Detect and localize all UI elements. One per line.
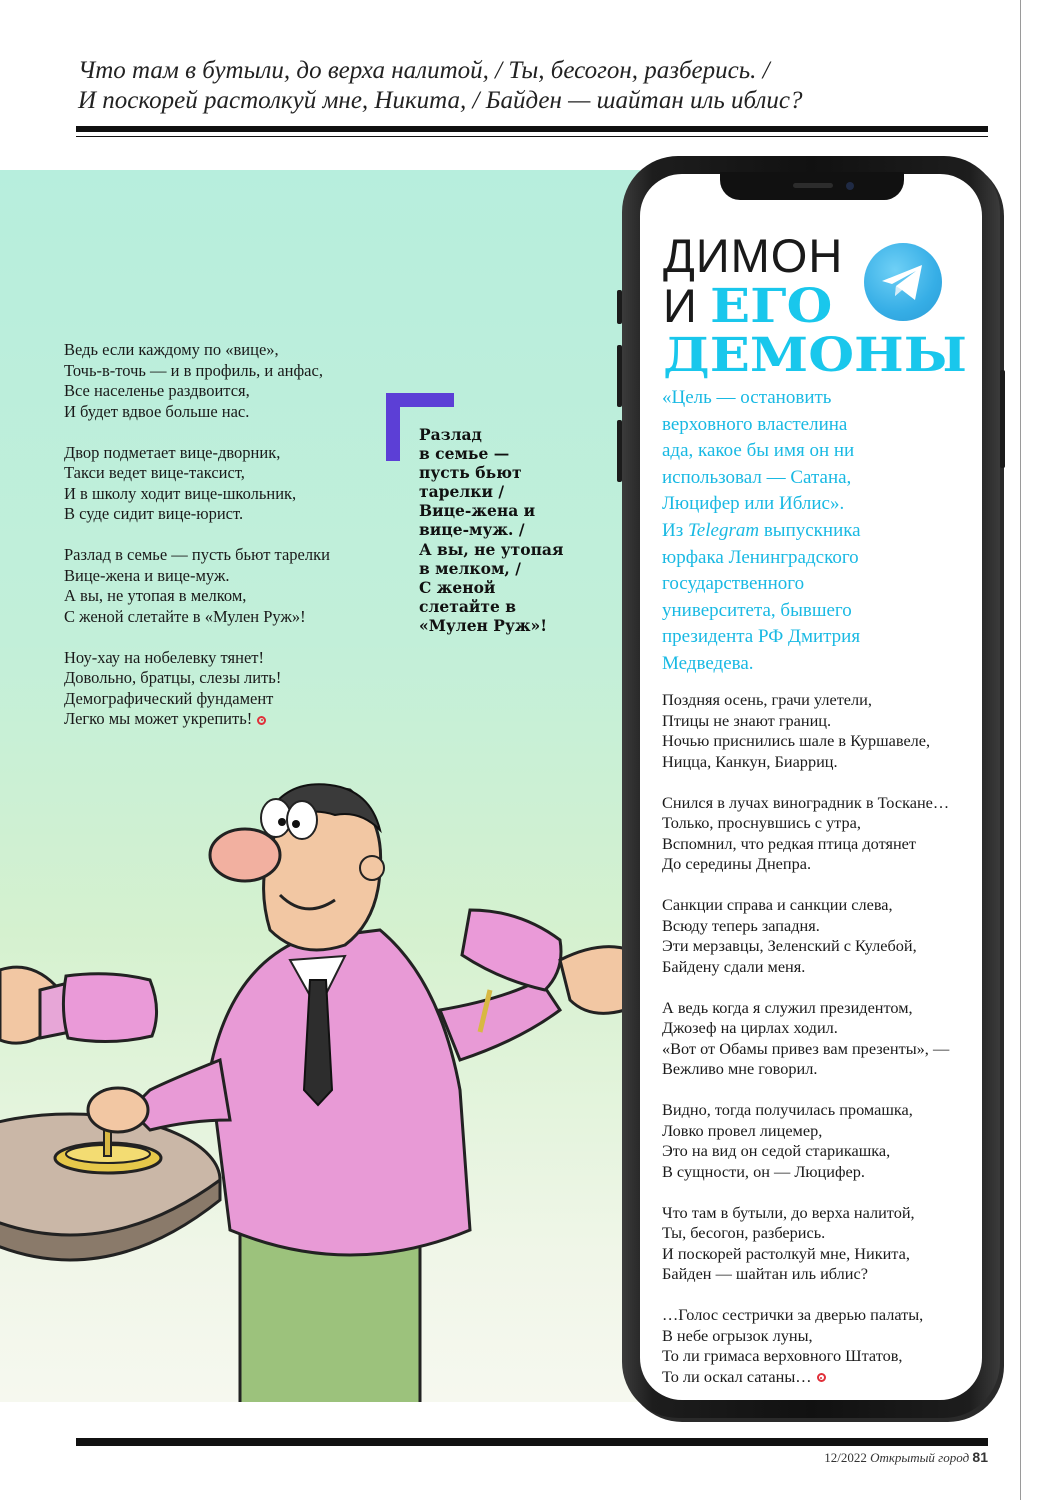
poem-line: Ноу-хау на нобелевку тянет!: [64, 647, 264, 667]
poem-line: И будет вдвое больше нас.: [64, 401, 250, 421]
lead-line: «Цель — остановить: [662, 387, 832, 408]
article-title-accent: ДЕМОНЫ: [663, 328, 968, 383]
right-sleeve: [440, 980, 560, 1060]
lead-line: Медведева.: [662, 652, 754, 674]
poem-line: То ли гримаса верховного Штатов,: [662, 1346, 903, 1365]
lead-line: использовал — Сатана,: [662, 466, 852, 488]
lead-line: университета, бывшего: [662, 599, 852, 621]
poem-stanza: [662, 793, 949, 875]
poem-line: Байден — шайтан иль иблис?: [662, 1264, 868, 1283]
pink-stamp-left: [63, 974, 156, 1042]
pullquote-line: вице-муж. /: [419, 520, 525, 540]
poem-line: И поскорей растолкуй мне, Никита,: [662, 1243, 910, 1263]
phone-speaker: [793, 183, 833, 188]
magazine-name: Открытый город: [870, 1450, 970, 1465]
right-pupil: [292, 820, 300, 828]
pullquote-line: А вы, не утопая: [419, 539, 564, 559]
end-mark-icon: [817, 1373, 826, 1382]
lead-line: Люцифер или Иблис».: [662, 493, 845, 515]
poem-line: Снился в лучах виноградник в Тоскане…: [662, 792, 950, 812]
lead-text: выпускника: [759, 519, 861, 541]
poem-stanza: [662, 998, 949, 1080]
article-title-line2: [663, 279, 832, 334]
lead-text: Из: [662, 519, 688, 541]
poem-line: Поздняя осень, грачи улетели,: [662, 690, 872, 709]
telegram-icon: [864, 243, 942, 321]
lead-line: президента РФ Дмитрия: [662, 626, 861, 648]
poem-line: Санкции справа и санкции слева,: [662, 895, 893, 914]
poem-stanza: [662, 1203, 949, 1285]
article-title-line1: ДИМОН: [663, 229, 844, 282]
poem-line: Демографический фундамент: [64, 688, 274, 708]
page-edge: [1020, 0, 1061, 1500]
page-footer: [760, 1449, 988, 1466]
necktie: [304, 980, 332, 1105]
left-poem: [64, 340, 330, 750]
header-quote-line: И поскорей растолкуй мне, Никита, / Байден — шайтан иль иблис?: [78, 87, 803, 114]
poem-line: Такси ведет вице-таксист,: [64, 463, 245, 482]
poem-line: Всюду теперь западня.: [662, 915, 820, 935]
poem-line: Разлад в семье — пусть бьют тарелки: [64, 545, 330, 564]
pink-stamp-right: [462, 910, 561, 990]
poem-stanza: [64, 443, 330, 525]
poem-line: Вице-жена и вице-муж.: [64, 565, 230, 585]
footer-rule: [76, 1438, 988, 1446]
big-nose: [210, 829, 280, 881]
poem-line: Вспомнил, что редкая птица дотянет: [662, 833, 917, 853]
poem-line: Это на вид он седой старикашка,: [662, 1141, 891, 1160]
phone-poem: [662, 690, 949, 1408]
pullquote-line: Разлад: [419, 425, 482, 444]
poem-line: Точь-в-точь — и в профиль, и анфас,: [64, 360, 323, 380]
poem-line: Джозеф на цирлах ходил.: [662, 1018, 838, 1037]
pullquote-bracket: [386, 393, 400, 461]
phone-volume-down: [617, 420, 622, 482]
phone-mute-switch: [617, 290, 622, 324]
poem-line: До середины Днепра.: [662, 854, 812, 873]
issue-number: 12/2022: [824, 1450, 867, 1465]
poem-stanza: [64, 545, 330, 627]
poem-line-text: Легко мы может укрепить!: [64, 709, 253, 728]
phone-camera: [846, 182, 854, 190]
poem-line: Ты, бесогон, разберись.: [662, 1223, 826, 1242]
poem-line: Довольно, братцы, слезы лить!: [64, 668, 282, 687]
article-title-accent: ЕГО: [709, 279, 832, 334]
pullquote: [419, 425, 599, 635]
poem-stanza: [662, 1100, 949, 1182]
pullquote-line: пусть бьют: [419, 463, 522, 483]
pullquote-line: слетайте в: [419, 596, 517, 616]
lead-line: верховного властелина: [662, 413, 848, 435]
pullquote-line: в мелком, /: [419, 558, 521, 578]
poem-line: Что там в бутыли, до верха налитой,: [662, 1202, 915, 1222]
poem-line: Птицы не знают границ.: [662, 710, 832, 730]
poem-stanza: [64, 648, 330, 730]
article-title-line3: [663, 328, 968, 383]
poem-line: Ведь если каждому по «вице»,: [64, 340, 279, 359]
poem-line: Ницца, Канкун, Биарриц.: [662, 751, 838, 771]
poem-line: В сущности, он — Люцифер.: [662, 1161, 865, 1181]
end-mark-icon: [257, 716, 266, 725]
header-quote-line: Что там в бутыли, до верха налитой, / Ты, бесогон, разберись. /: [78, 57, 770, 84]
poem-stanza: [64, 340, 330, 422]
poem-line: [64, 709, 330, 730]
lead-line: государственного: [662, 573, 805, 595]
poem-line: Вежливо мне говорил.: [662, 1059, 818, 1078]
poem-line: А ведь когда я служил президентом,: [662, 997, 913, 1017]
header-quote: [78, 56, 998, 116]
pullquote-line: Вице-жена и: [419, 501, 536, 521]
poem-line: …Голос сестрички за дверью палаты,: [662, 1305, 924, 1324]
poem-line: Эти мерзавцы, Зеленский с Кулебой,: [662, 936, 917, 955]
phone-volume-up: [617, 345, 622, 407]
left-hand-holding: [88, 1088, 148, 1132]
pullquote-line: в семье —: [419, 444, 510, 464]
poem-line: Видно, тогда получилась промашка,: [662, 1100, 913, 1119]
pink-jacket: [210, 930, 470, 1255]
telegram-plane-icon: [864, 243, 942, 321]
poem-line-text: То ли оскал сатаны…: [662, 1366, 812, 1386]
poem-stanza: [662, 1305, 949, 1387]
poem-line: Двор подметает вице-дворник,: [64, 442, 281, 462]
article-title-word: И: [663, 279, 698, 332]
poem-line: Ловко провел лицемер,: [662, 1120, 823, 1140]
lead-line: юрфака Ленинградского: [662, 546, 859, 568]
lead-line: [662, 518, 962, 545]
ear: [360, 856, 384, 880]
poem-line: В суде сидит вице-юрист.: [64, 504, 244, 523]
article-lead: [662, 385, 962, 678]
poem-line: Все населенье раздвоится,: [64, 381, 250, 400]
poem-line: Байдену сдали меня.: [662, 956, 806, 976]
right-eye: [287, 801, 317, 839]
header-rule-thick: [76, 126, 988, 132]
poem-line: [662, 1367, 949, 1388]
poem-line: Только, проснувшись с утра,: [662, 813, 861, 832]
poem-line: Ночью приснились шале в Куршавеле,: [662, 731, 931, 750]
pullquote-line: «Мулен Руж»!: [419, 615, 548, 635]
header-rule-thin: [76, 136, 988, 137]
cartoon-illustration: [0, 760, 640, 1402]
poem-line: И в школу ходит вице-школьник,: [64, 483, 297, 503]
poem-line: «Вот от Обамы привез вам презенты», —: [662, 1038, 950, 1058]
phone-power-button: [1000, 370, 1005, 468]
poem-stanza: [662, 895, 949, 977]
page-number: 81: [972, 1449, 988, 1465]
lead-line: ада, какое бы имя он ни: [662, 440, 855, 462]
poem-line: С женой слетайте в «Мулен Руж»!: [64, 606, 306, 626]
pullquote-line: С женой: [419, 577, 496, 597]
poem-line: А вы, не утопая в мелком,: [64, 586, 247, 605]
poem-line: В небе огрызок луны,: [662, 1325, 813, 1345]
lead-source: Telegram: [687, 519, 760, 541]
left-pupil: [278, 818, 286, 826]
pullquote-line: тарелки /: [419, 482, 505, 502]
poem-stanza: [662, 690, 949, 772]
